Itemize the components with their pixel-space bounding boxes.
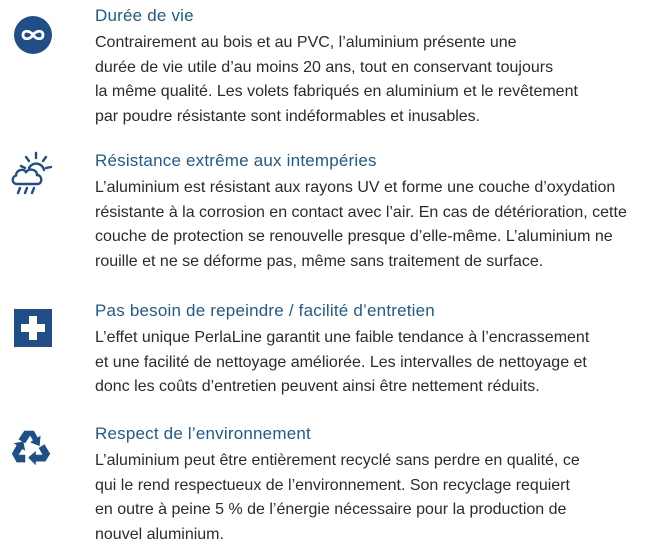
text-line: couche de protection se renouvelle presque d’elle-même. L’aluminium ne [95,225,650,250]
feature-title: Respect de l’environnement [95,424,311,444]
text-line: qui le rend respectueux de l’environnement. Son recyclage requiert [95,474,650,499]
feature-title: Résistance extrême aux intempéries [95,151,377,171]
text-line: donc les coûts d’entretien peuvent ainsi être nettement réduits. [95,375,650,400]
text-line: la même qualité. Les volets fabriqués en aluminium et le revêtement [95,80,650,105]
text-line: en outre à peine 5 % de l’énergie nécessaire pour la production de [95,498,650,523]
feature-title: Pas besoin de repeindre / facilité d’entretien [95,301,435,321]
text-line: L’aluminium est résistant aux rayons UV et forme une couche d’oxydation [95,176,650,201]
text-line: nouvel aluminium. [95,523,650,547]
text-line: résistante à la corrosion en contact avec l’air. En cas de détérioration, cette [95,201,650,226]
text-line: Contrairement au bois et au PVC, l’aluminium présente une [95,31,650,56]
plus-icon [10,305,56,351]
text-line: durée de vie utile d’au moins 20 ans, tout en conservant toujours [95,56,650,81]
feature-title: Durée de vie [95,6,194,26]
text-line: L’effet unique PerlaLine garantit une faible tendance à l’encrassement [95,326,650,351]
infinity-icon [10,12,56,58]
feature-text [95,326,650,400]
text-line: et une facilité de nettoyage améliorée. Les intervalles de nettoyage et [95,351,650,376]
recycle-icon [8,426,54,472]
feature-text [95,449,650,547]
feature-text [95,31,650,129]
text-line: par poudre résistante sont indéformables et inusables. [95,105,650,130]
text-line: rouille et ne se déforme pas, même sans traitement de surface. [95,250,650,275]
feature-text [95,176,650,274]
weather-icon [8,151,54,197]
text-line: L’aluminium peut être entièrement recyclé sans perdre en qualité, ce [95,449,650,474]
